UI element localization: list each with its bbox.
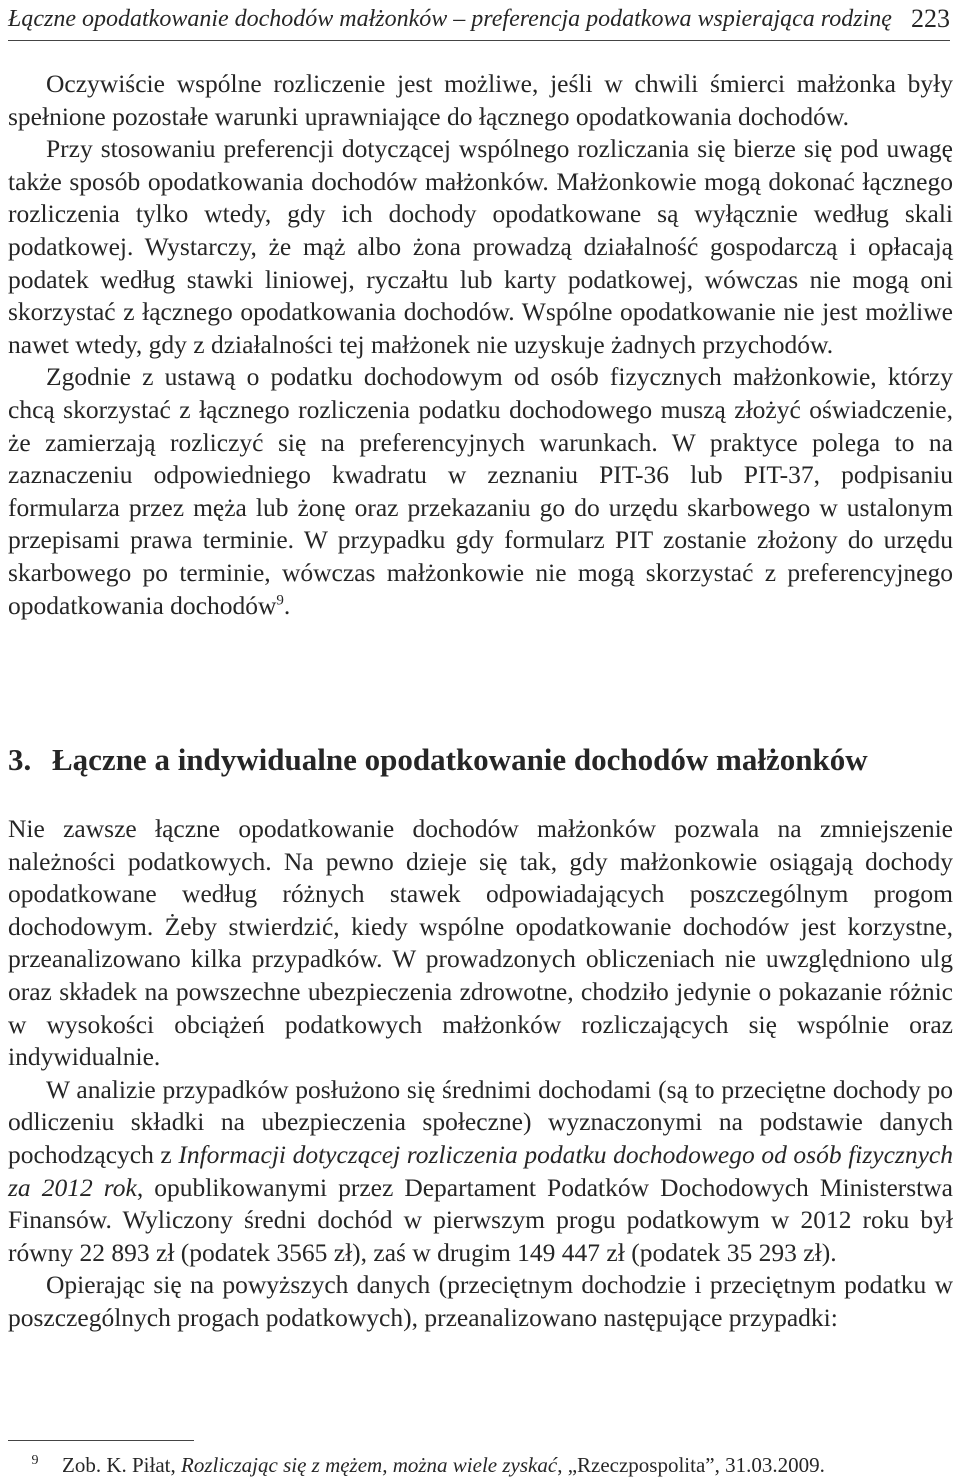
footnote-number: 9 [31, 1453, 39, 1468]
footnote-ref[interactable]: 9 [276, 592, 284, 608]
running-title: Łączne opodatkowanie dochodów małżonków – preferencja podatkowa wspierająca rodzinę [8, 6, 892, 32]
running-header [8, 0, 950, 41]
paragraph: Przy stosowaniu preferencji dotyczącej wspólnego rozliczania się bierze się pod uwagę także sposób opodatkowania dochodów małżonków. Małżonkowie mogą dokonać łącznego rozliczenia tylko wtedy, gdy ich dochody opodatkowane są wyłącznie według skali podatkowej. Wystarczy, że mąż albo żona prowadzą działalność gospodarczą i opłacają podatek według stawki liniowej, ryczałtu lub karty podatkowej, wówczas nie mogą oni skorzystać z łącznego opodatkowania dochodów. Wspólne opodatkowanie nie jest możliwe nawet wtedy, gdy z działalności tej małżonek nie uzyskuje żadnych przychodów. [8, 134, 953, 359]
section-number: 3. [8, 742, 32, 777]
paragraph-text: , opublikowanymi przez Departament Podatków Dochodowych Ministerstwa Finansów. Wyliczony średni dochód w pierwszym progu podatkowym w 2012 roku był równy 22 893 zł (podatek 3565 zł), zaś w drugim 149 447 zł (podatek 35 293 zł). [8, 1172, 953, 1267]
footnote-divider [8, 1440, 194, 1441]
section-heading [8, 740, 868, 780]
footnote-title: Rozliczając się z mężem, można wiele zyskać [181, 1453, 558, 1477]
footnote-author: Zob. K. Piłat, [62, 1453, 181, 1477]
paragraph: Oczywiście wspólne rozliczenie jest możliwe, jeśli w chwili śmierci małżonka były spełnione pozostałe warunki uprawniające do łącznego opodatkowania dochodów. [8, 69, 953, 131]
paragraph: Nie zawsze łączne opodatkowanie dochodów małżonków pozwala na zmniejszenie należności podatkowych. Na pewno dzieje się tak, gdy małżonkowie osiągają dochody opodatkowane według różnych stawek odpowiadających poszczególnym progom dochodowym. Żeby stwierdzić, kiedy wspólne opodatkowanie dochodów jest korzystne, przeanalizowano kilka przypadków. W prowadzonych obliczeniach nie uwzględniono ulg oraz składek na powszechne ubezpieczenia zdrowotne, chodziło jedynie o pokazanie różnic w wysokości obciążeń podatkowych małżonków rozliczających się wspólnie oraz indywidualnie. [8, 814, 953, 1072]
section-body-upper [8, 68, 953, 622]
section-title: Łączne a indywidualne opodatkowanie dochodów małżonków [52, 742, 868, 777]
footnote [8, 1450, 825, 1480]
paragraph-text: Zgodnie z ustawą o podatku dochodowym od osób fizycznych małżonkowie, którzy chcą skorzystać z łącznego rozliczenia podatku dochodowego muszą złożyć oświadczenie, że zamierzają rozliczyć się na preferencyjnych warunkach. W praktyce polega to na zaznaczeniu odpowiedniego kwadratu w zeznaniu PIT-36 lub PIT-37, podpisaniu formularza przez męża lub żonę oraz przekazaniu go do urzędu skarbowego w ustalonym przepisami prawa terminie. W przypadku gdy formularz PIT zostanie złożony do urzędu skarbowego po terminie, wówczas małżonkowie nie mogą skorzystać z preferencyjnego opodatkowania dochodów [8, 362, 953, 620]
section-body-lower [8, 813, 953, 1335]
paragraph-end: . [283, 590, 291, 620]
paragraph-text: W analizie przypadków posłużono się średnimi dochodami (są to przeciętne dochody po odliczeniu składki na ubezpieczenia społeczne) wyznaczonymi na podstawie danych pochodzących z [8, 1074, 953, 1169]
footnote-source: , „Rzeczpospolita”, 31.03.2009. [557, 1453, 825, 1477]
cited-title: Informacji dotyczącej rozliczenia podatku dochodowego od osób fizycznych za 2012 rok [8, 1139, 953, 1202]
paragraph: Opierając się na powyższych danych (przeciętnym dochodzie i przeciętnym podatku w poszczególnych progach podatkowych), przeanalizowano następujące przypadki: [8, 1270, 953, 1332]
page-number: 223 [911, 4, 950, 33]
paragraph [8, 1074, 953, 1270]
paragraph [8, 361, 953, 622]
